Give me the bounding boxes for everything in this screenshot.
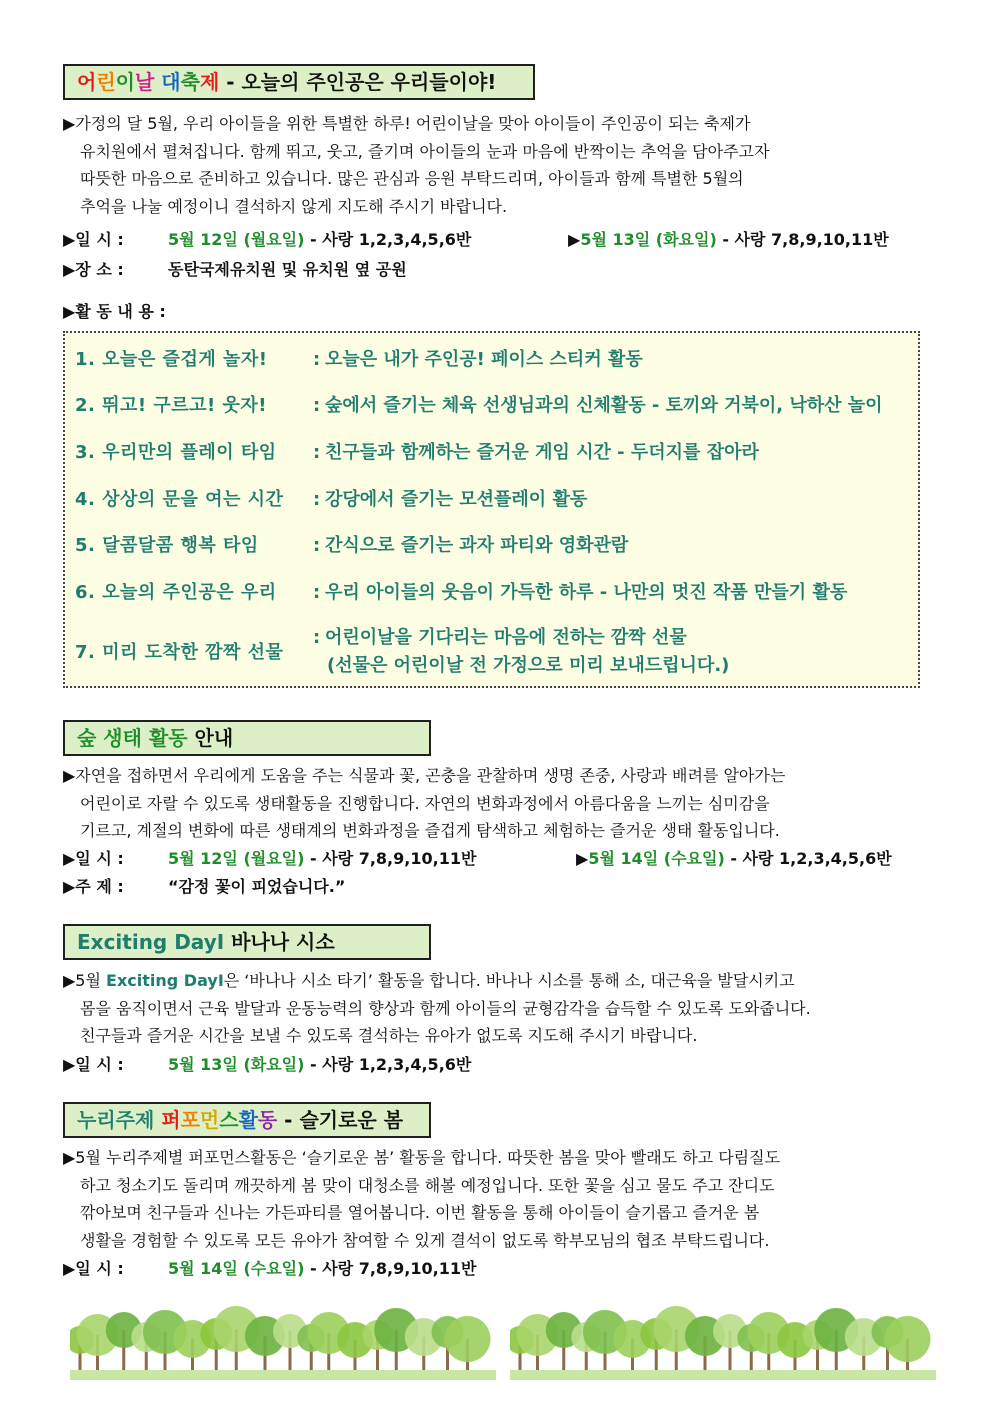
date2: 5월 14일 (수요일) xyxy=(588,849,725,868)
activity-heading: ▶활 동 내 용 : xyxy=(63,302,166,321)
activity-row xyxy=(75,531,628,557)
ground xyxy=(510,1370,936,1380)
place-value: 동탄국제유치원 및 유치원 옆 공원 xyxy=(168,260,407,279)
section4-date-line xyxy=(63,1255,931,1282)
title-fragment: 대 xyxy=(161,70,181,94)
section1-date-line xyxy=(63,226,931,253)
para-highlight: Exciting DayⅠ xyxy=(106,971,224,990)
activity-colon: : xyxy=(313,442,321,463)
title-fragment: 이 xyxy=(115,70,135,94)
activity-title: 4. 상상의 문을 여는 시간 xyxy=(75,489,284,510)
section2-para-line: 기르고, 계절의 변화에 따른 생태계의 변화과정을 즐겁게 탐색하고 체험하는 즐거운 생태 활동입니다. xyxy=(80,821,780,840)
section3-title-rest: 바나나 시소 xyxy=(224,930,335,954)
section1-paragraph xyxy=(63,110,931,220)
activity-row-note xyxy=(327,651,729,677)
class1: - 사랑 1,2,3,4,5,6반 xyxy=(304,230,472,249)
title-fragment: 먼 xyxy=(199,1108,220,1132)
section2-para-line: ▶자연을 접하면서 우리에게 도움을 주는 식물과 꽃, 곤충을 관찰하며 생명 존중, 사랑과 배려를 알아가는 xyxy=(63,766,786,785)
title-fragment: 누리주제 xyxy=(77,1108,162,1132)
section2-para-line: 어린이로 자랄 수 있도록 생태활동을 진행합니다. 자연의 변화과정에서 아름다움을 느끼는 심미감을 xyxy=(80,793,770,813)
section4-para-line: 하고 청소기도 돌리며 깨끗하게 봄 맞이 대청소를 해볼 예정입니다. 또한 꽃을 심고 물도 주고 잔디도 xyxy=(80,1175,775,1195)
class1: - 사랑 1,2,3,4,5,6반 xyxy=(304,1055,472,1074)
date2: 5월 13일 (화요일) xyxy=(580,230,717,249)
section2-paragraph xyxy=(63,762,931,845)
class2: - 사랑 7,8,9,10,11반 xyxy=(716,230,889,249)
section4-para-line: 깎아보며 친구들과 신나는 가든파티를 열어봅니다. 이번 활동을 통해 아이들이 슬기롭고 즐거운 봄 xyxy=(80,1203,760,1222)
activity-colon: : xyxy=(313,627,321,648)
title-fragment: 축 xyxy=(180,70,200,94)
section4-paragraph xyxy=(63,1144,931,1254)
activity-row xyxy=(75,438,759,464)
section3-para-first xyxy=(63,967,931,995)
activity-desc: 강당에서 즐기는 모션플레이 활동 xyxy=(325,489,588,510)
para-prefix: ▶5월 xyxy=(63,971,107,990)
tree-crown xyxy=(885,1316,931,1362)
date1: 5월 12일 (월요일) xyxy=(168,849,305,868)
activity-row xyxy=(75,345,643,371)
title-fragment: - 슬기로운 봄 xyxy=(277,1108,404,1132)
section1-para-line: 유치원에서 펼쳐집니다. 함께 뛰고, 웃고, 즐기며 아이들의 눈과 마음에 반짝이는 추억을 담아주고자 xyxy=(80,141,770,161)
activity-title: 6. 오늘의 주인공은 우리 xyxy=(75,582,277,603)
activity-colon: : xyxy=(313,582,321,603)
activity-title: 2. 뛰고! 구르고! 웃자! xyxy=(75,395,268,416)
activity-desc: 친구들과 함께하는 즐거운 게임 시간 - 두더지를 잡아라 xyxy=(325,442,759,463)
activity-title: 5. 달콤달콤 행복 타임 xyxy=(75,535,259,556)
date-key: ▶일 시 : xyxy=(63,1055,124,1074)
activity-desc: 우리 아이들의 웃음이 가득한 하루 - 나만의 멋진 작품 만들기 활동 xyxy=(325,582,848,603)
activity-title: 1. 오늘은 즐겁게 놀자! xyxy=(75,349,268,370)
activity-desc: 어린이날을 기다리는 마음에 전하는 깜짝 선물 xyxy=(325,627,687,648)
section2-title-green: 숲 생태 활동 xyxy=(77,726,188,750)
section1-title xyxy=(63,64,535,100)
activity-note: (선물은 어린이날 전 가정으로 미리 보내드립니다.) xyxy=(327,655,730,676)
tree-border-right-icon xyxy=(510,1300,936,1380)
para-rest: 은 ‘바나나 시소 타기’ 활동을 합니다. 바나나 시소를 통해 소, 대근육을 발달시키고 xyxy=(223,971,795,990)
activity-row xyxy=(75,638,313,664)
activity-desc: 숲에서 즐기는 체육 선생님과의 신체활동 - 토끼와 거북이, 낙하산 놀이 xyxy=(325,395,883,416)
section3-para-line: 몸을 움직이면서 근육 발달과 운동능력의 향상과 함께 아이들의 균형감각을 습득할 수 있도록 도와줍니다. xyxy=(80,998,811,1018)
activity-colon: : xyxy=(313,535,321,556)
title-fragment: 활 xyxy=(238,1108,258,1132)
section2-title-rest: 안내 xyxy=(187,726,234,750)
section3-date-line xyxy=(63,1051,931,1078)
activity-desc: 간식으로 즐기는 과자 파티와 영화관람 xyxy=(325,535,629,556)
title-fragment: 제 xyxy=(199,70,220,94)
section1-para-line: ▶가정의 달 5월, 우리 아이들을 위한 특별한 하루! 어린이날을 맞아 아이들이 주인공이 되는 축제가 xyxy=(63,114,751,133)
section4-para-line: 생활을 경험할 수 있도록 모든 유아가 참여할 수 있게 결석이 없도록 학부모님의 협조 부탁드립니다. xyxy=(80,1230,770,1250)
date-key: ▶일 시 : xyxy=(63,230,124,249)
date1: 5월 12일 (월요일) xyxy=(168,230,305,249)
date1: 5월 14일 (수요일) xyxy=(168,1259,305,1278)
class2: - 사랑 1,2,3,4,5,6반 xyxy=(724,849,892,868)
activity-row xyxy=(75,578,847,604)
ground xyxy=(70,1370,496,1380)
section3-para-line: 친구들과 즐거운 시간을 보낼 수 있도록 결석하는 유아가 없도록 지도해 주시기 바랍니다. xyxy=(80,1026,698,1045)
activity-row xyxy=(75,391,883,417)
title-fragment: 퍼 xyxy=(161,1108,181,1132)
class1: - 사랑 7,8,9,10,11반 xyxy=(304,849,477,868)
arrow-icon: ▶ xyxy=(576,849,589,868)
date-key: ▶일 시 : xyxy=(63,849,124,868)
section2-theme-line xyxy=(63,873,931,900)
place-key: ▶장 소 : xyxy=(63,260,124,279)
section3-paragraph xyxy=(63,967,931,1050)
section3-title-teal: Exciting DayⅠ xyxy=(77,930,225,954)
title-fragment: - 오늘의 주인공은 우리들이야! xyxy=(219,70,497,94)
section1-place-line xyxy=(63,256,931,283)
activity-box xyxy=(63,331,920,688)
section4-title xyxy=(63,1102,431,1138)
date1: 5월 13일 (화요일) xyxy=(168,1055,305,1074)
section1-para-line: 추억을 나눌 예정이니 결석하지 않게 지도해 주시기 바랍니다. xyxy=(80,196,508,216)
activity-colon: : xyxy=(313,395,321,416)
title-fragment: 동 xyxy=(257,1108,278,1132)
section3-title xyxy=(63,924,431,960)
theme-value: “감정 꽃이 피었습니다.” xyxy=(168,877,346,896)
activity-desc: 오늘은 내가 주인공! 페이스 스티커 활동 xyxy=(325,349,643,370)
title-fragment: 날 xyxy=(134,70,162,94)
title-fragment: 어 xyxy=(77,70,97,94)
second-date xyxy=(576,845,892,872)
theme-key: ▶주 제 : xyxy=(63,877,124,896)
activity-colon: : xyxy=(313,349,321,370)
arrow-icon: ▶ xyxy=(568,230,581,249)
activity-row-desc xyxy=(313,623,687,649)
second-date xyxy=(568,226,889,253)
tree-crown xyxy=(445,1316,491,1362)
date-key: ▶일 시 : xyxy=(63,1259,124,1278)
activity-title: 3. 우리만의 플레이 타임 xyxy=(75,442,277,463)
section2-title xyxy=(63,720,431,756)
title-fragment: 포 xyxy=(180,1108,200,1132)
activity-title: 7. 미리 도착한 깜짝 선물 xyxy=(75,642,284,663)
title-fragment: 스 xyxy=(219,1108,239,1132)
class1: - 사랑 7,8,9,10,11반 xyxy=(304,1259,477,1278)
title-fragment: 린 xyxy=(96,70,116,94)
section2-date-line xyxy=(63,845,931,872)
section1-para-line: 따뜻한 마음으로 준비하고 있습니다. 많은 관심과 응원 부탁드리며, 아이들과 함께 특별한 5월의 xyxy=(80,169,744,188)
tree-border-left-icon xyxy=(70,1300,496,1380)
activity-colon: : xyxy=(313,489,321,510)
activity-row xyxy=(75,485,587,511)
section4-para-line: ▶5월 누리주제별 퍼포먼스활동은 ‘슬기로운 봄’ 활동을 합니다. 따뜻한 봄을 맞아 빨래도 하고 다림질도 xyxy=(63,1148,781,1167)
